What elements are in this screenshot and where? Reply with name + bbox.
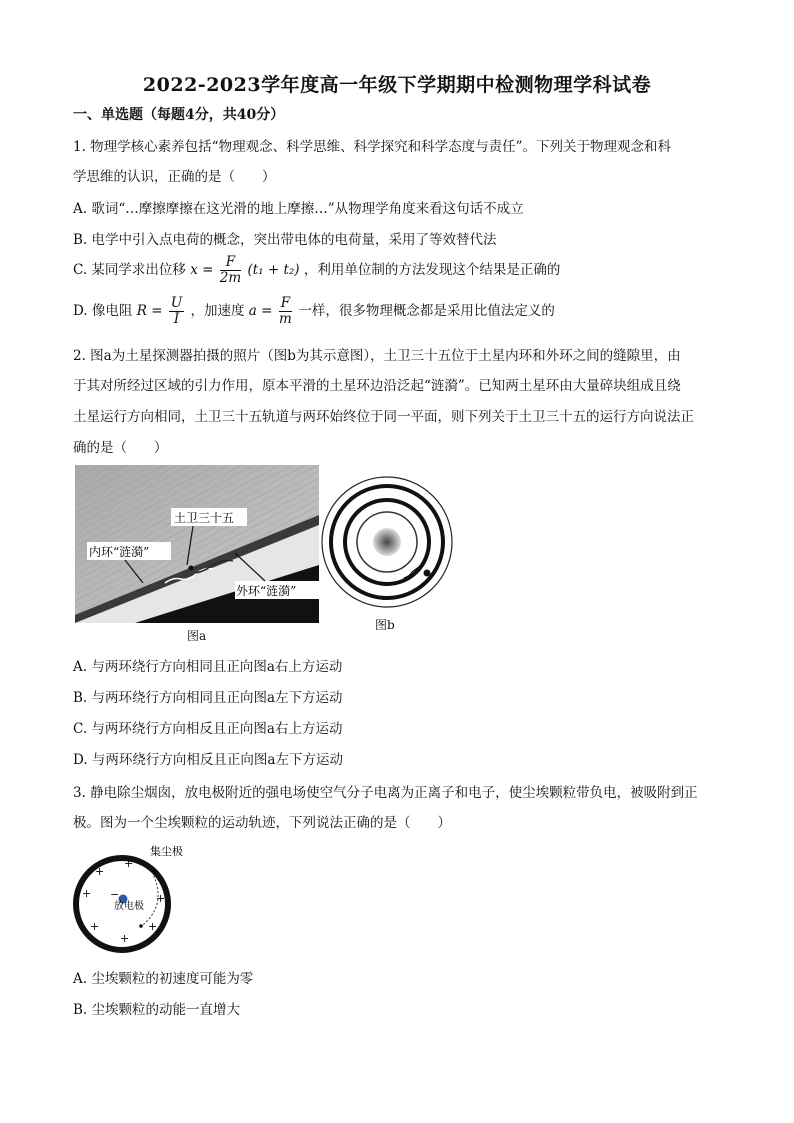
q1-c-numerator: F: [220, 255, 241, 271]
figure-b-moon-dot: [424, 570, 431, 577]
q1-d-denominator-i: I: [173, 311, 180, 327]
q2-option-d: D. 与两环绕行方向相反且正向图a左下方运动: [73, 752, 343, 768]
figure-b-planet: [373, 528, 401, 556]
q1-c-equals: =: [202, 262, 214, 278]
q1-c-var-x: x: [190, 262, 198, 278]
figure-a-label-moon: 土卫三十五: [174, 511, 235, 525]
q1-stem-line1: 1. 物理学核心素养包括“物理观念、科学思维、科学探究和科学态度与责任”。下列关于物理观念和科: [73, 139, 671, 155]
figure-q3-chimney-diagram: [70, 842, 194, 954]
figure-q3-minus-sign: −: [110, 888, 120, 901]
figure-q3-plus-4: +: [82, 887, 92, 900]
figure-q3-plus-3: +: [150, 865, 160, 878]
q1-option-b: B. 电学中引入点电荷的概念，突出带电体的电荷量，采用了等效替代法: [73, 232, 497, 248]
q1-c-paren: (t₁ + t₂): [247, 262, 300, 278]
figure-a-label-inner: 内环“涟漪”: [89, 545, 150, 559]
figure-q3-plus-5: +: [156, 892, 166, 905]
figure-b-caption: 图b: [375, 618, 395, 632]
q2-stem-line3: 土星运行方向相同，土卫三十五轨道与两环始终位于同一平面，则下列关于土卫三十五的运行方向说法正: [73, 409, 694, 425]
q1-d-var-a: a: [248, 303, 257, 319]
figure-q3-label-discharge: 放电极: [114, 901, 144, 912]
q1-option-c: [73, 255, 560, 286]
q1-d-equals2: =: [261, 303, 273, 319]
q1-d-fraction-fm: [279, 296, 292, 327]
q3-stem-line2: 极。图为一个尘埃颗粒的运动轨迹，下列说法正确的是（ ）: [73, 815, 451, 831]
q2-stem-line2: 于其对所经过区域的引力作用，原本平滑的土星环边沿泛起“涟漪”。已知两土星环由大量碎块组成且绕: [73, 378, 681, 394]
q3-stem-line1: 3. 静电除尘烟囱，放电极附近的强电场使空气分子电离为正离子和电子，使尘埃颗粒带负电，被吸附到正: [73, 785, 698, 801]
q3-option-a: A. 尘埃颗粒的初速度可能为零: [73, 971, 254, 987]
figure-q3-plus-6: +: [90, 920, 100, 933]
section-title: 一、单选题（每题4分，共40分）: [73, 107, 285, 123]
q1-c-fraction: [220, 255, 241, 286]
q1-option-d: [73, 296, 555, 327]
q1-d-denominator-m: m: [279, 311, 292, 327]
figure-q3-plus-8: +: [120, 932, 130, 945]
q2-stem-line1: 2. 图a为土星探测器拍摄的照片（图b为其示意图），土卫三十五位于土星内环和外环之间的缝隙里，由: [73, 348, 681, 364]
q1-option-a: A. 歌词“…摩擦摩擦在这光滑的地上摩擦…”从物理学角度来看这句话不成立: [73, 201, 524, 217]
q1-option-c-prefix: C. 某同学求出位移: [73, 262, 186, 278]
figure-b-ring-diagram: [320, 475, 454, 609]
q1-d-numerator-u: U: [170, 295, 183, 311]
q1-d-fraction-ui: [169, 296, 184, 327]
q1-d-equals: =: [151, 303, 163, 319]
figure-q3-plus-2: +: [95, 865, 105, 878]
q1-option-c-suffix: ，利用单位制的方法发现这个结果是正确的: [303, 262, 561, 278]
q2-option-c: C. 与两环绕行方向相反且正向图a右上方运动: [73, 721, 343, 737]
q1-c-denominator: 2m: [219, 270, 242, 286]
page-title: 2022-2023学年度高一年级下学期期中检测物理学科试卷: [142, 74, 652, 96]
q2-option-b: B. 与两环绕行方向相同且正向图a左下方运动: [73, 690, 343, 706]
figure-a-label-outer: 外环“涟漪”: [236, 584, 297, 598]
figure-a-caption: 图a: [187, 629, 207, 643]
q1-d-numerator-f: F: [280, 295, 291, 311]
figure-a-ring-photo: [75, 465, 319, 623]
figure-q3-plus-7: +: [148, 920, 158, 933]
q3-option-b: B. 尘埃颗粒的动能一直增大: [73, 1002, 241, 1018]
figure-q3-label-collector: 集尘极: [150, 845, 183, 858]
q1-d-var-r: R: [136, 303, 147, 319]
figure-a-moon-dot: [189, 566, 194, 571]
q2-stem-line4: 确的是（ ）: [73, 440, 168, 456]
figure-q3-plus-1: +: [124, 857, 134, 870]
q1-option-d-mid: ，加速度: [190, 303, 245, 319]
q1-option-d-prefix: D. 像电阻: [73, 303, 133, 319]
q2-option-a: A. 与两环绕行方向相同且正向图a右上方运动: [73, 659, 343, 675]
q1-stem-line2: 学思维的认识，正确的是（ ）: [73, 169, 276, 185]
q1-option-d-suffix: 一样，很多物理概念都是采用比值法定义的: [298, 303, 555, 319]
